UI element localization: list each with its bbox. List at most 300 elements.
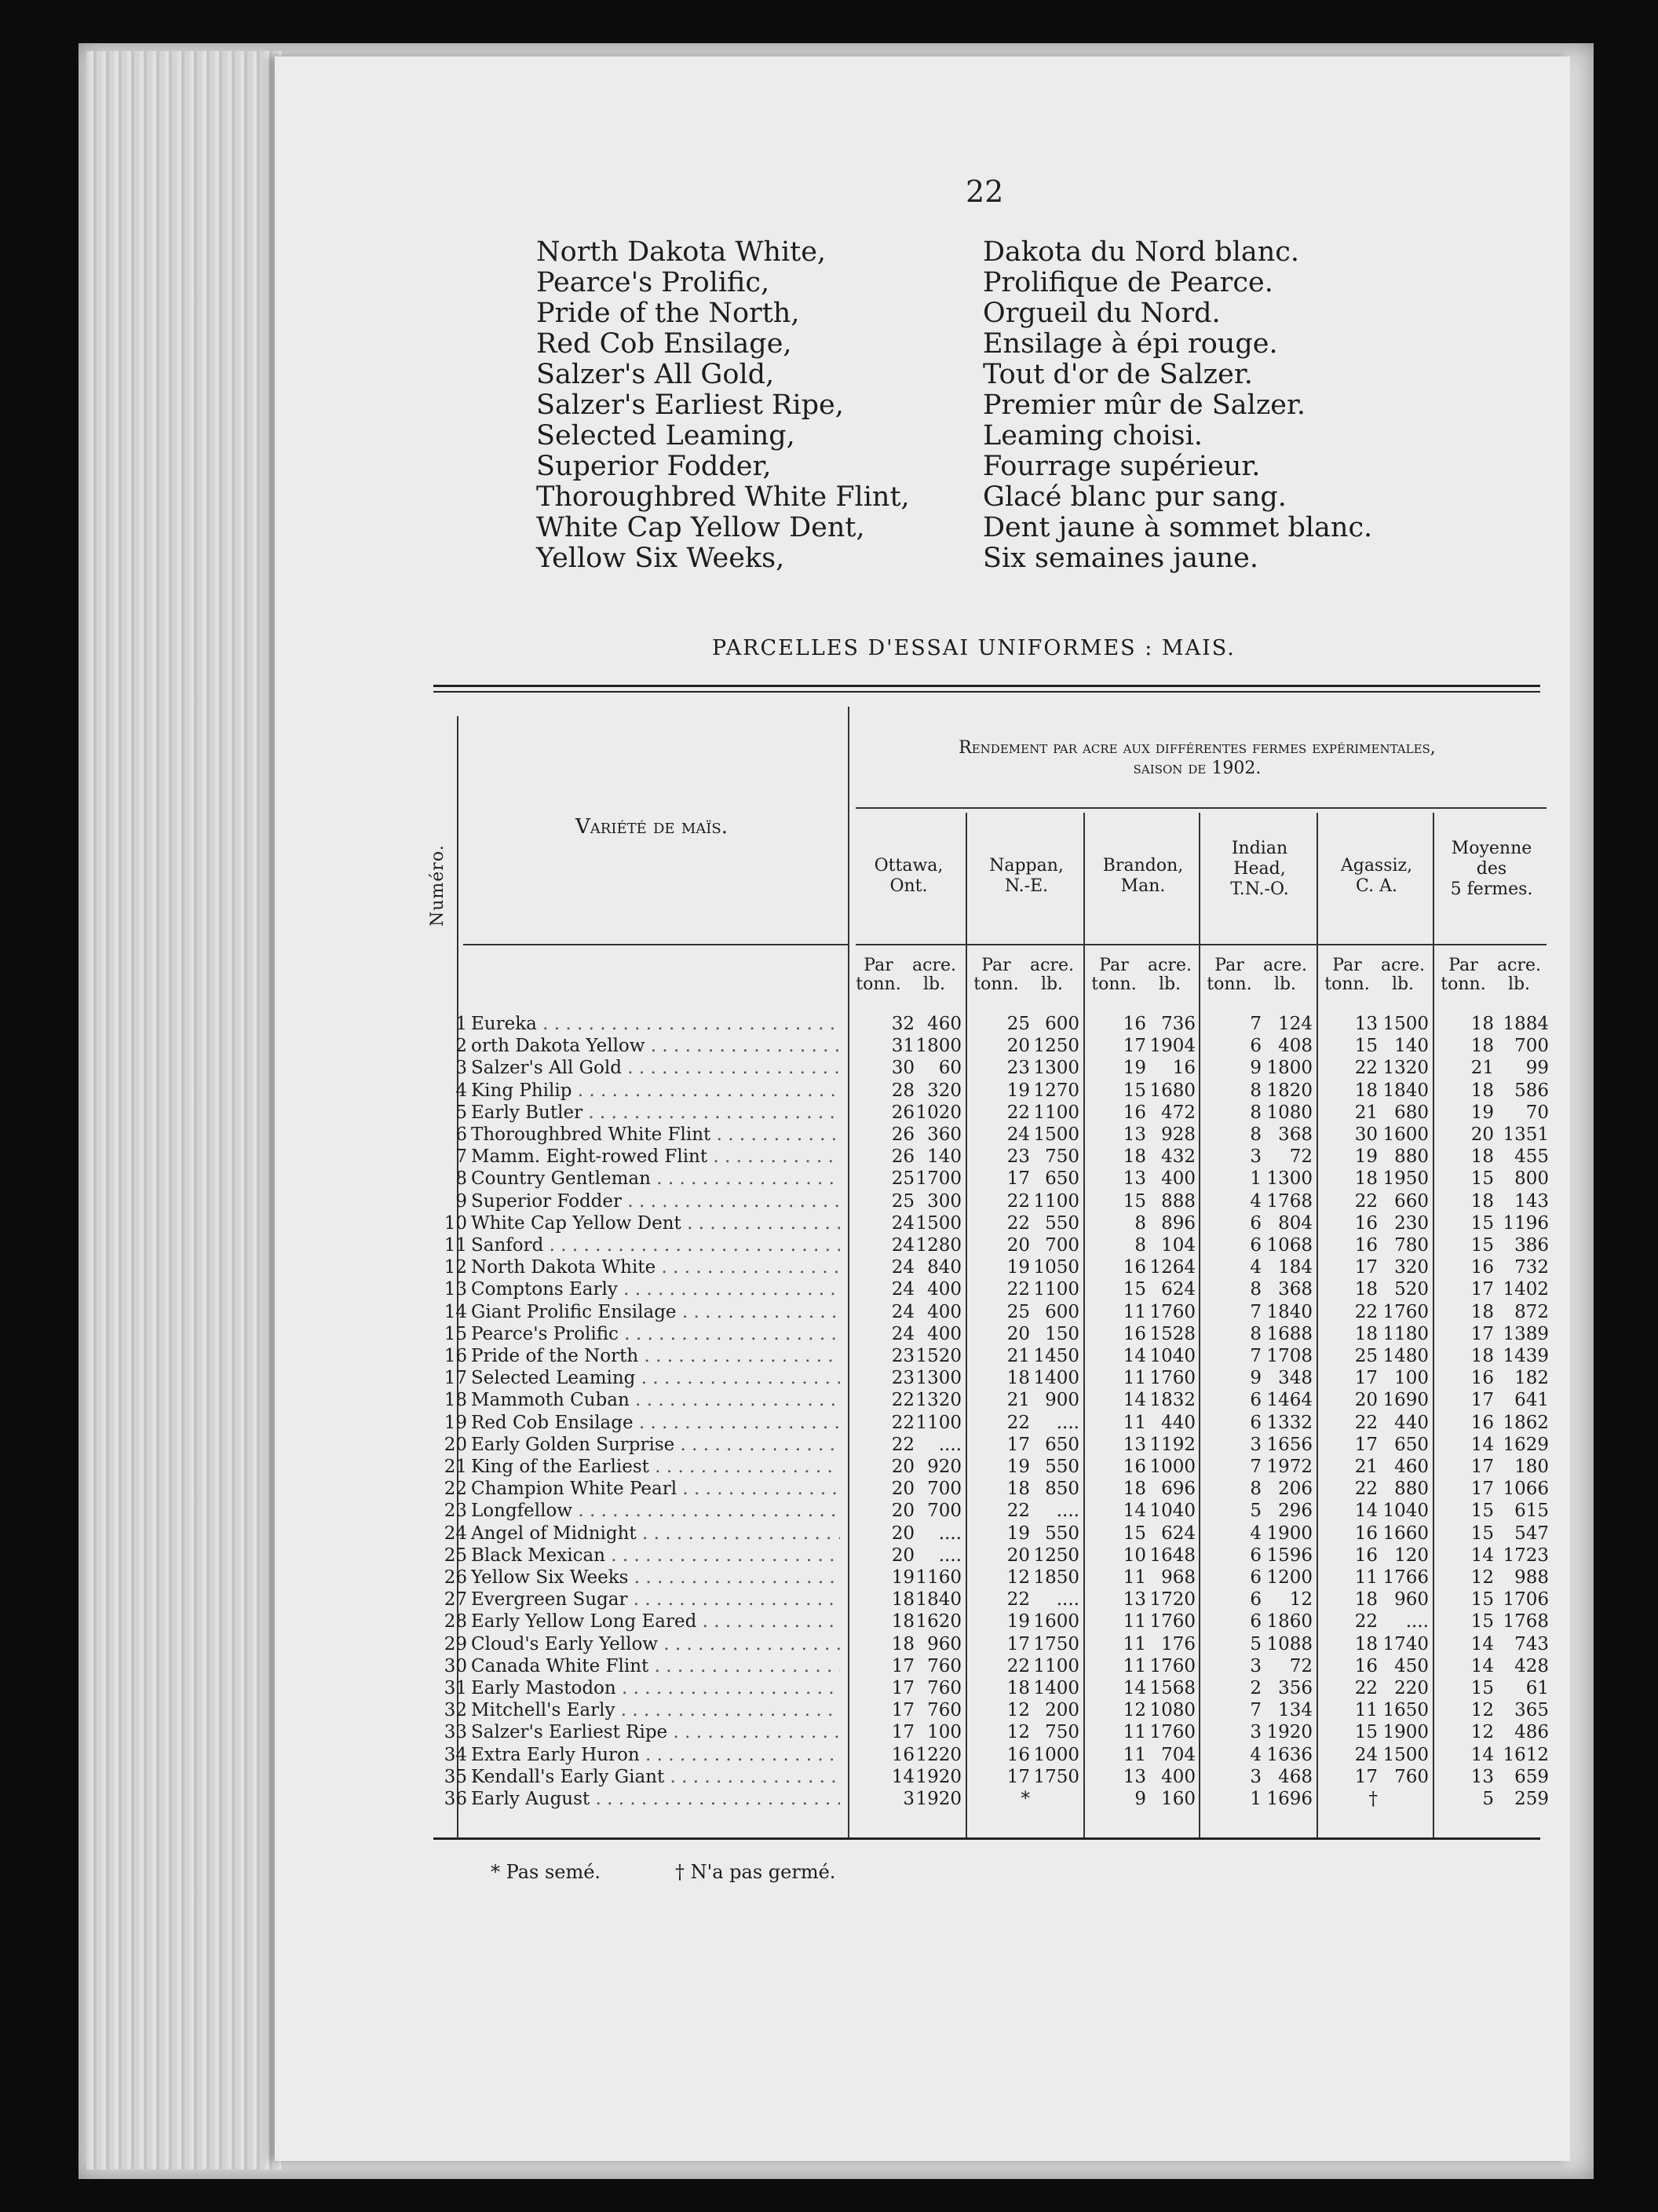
cell-pounds: 1160	[915, 1567, 962, 1588]
cell-pounds: 732	[1514, 1257, 1549, 1278]
row-number: 22	[444, 1479, 467, 1500]
table-row	[0, 1146, 1570, 1168]
cell-pounds: 1200	[1266, 1567, 1313, 1588]
english-variety-name: Pearce's Prolific,	[536, 267, 770, 298]
cell-tons: 24	[891, 1212, 915, 1234]
cell-pounds: 360	[927, 1124, 962, 1145]
row-number: 21	[444, 1457, 467, 1477]
footnote-not-germinated: † N'a pas germé.	[675, 1861, 836, 1883]
cell-pounds: 1920	[1266, 1722, 1313, 1743]
table-row	[0, 1345, 1570, 1367]
table-row	[0, 1256, 1570, 1278]
row-variety-name: Early Butler . . .	[471, 1102, 840, 1124]
table-row	[0, 1278, 1570, 1300]
row-number: 9	[455, 1190, 467, 1212]
cell-tons: 6	[1250, 1235, 1262, 1256]
cell-pounds: 840	[927, 1257, 962, 1278]
cell-tons: 16	[1123, 1102, 1146, 1123]
farm-header-line: Ottawa,	[874, 856, 944, 876]
cell-tons: 14	[1123, 1678, 1146, 1698]
cell-pounds: 1884	[1503, 1014, 1549, 1034]
table-row	[0, 1478, 1570, 1500]
subheader-pounds	[1259, 956, 1311, 994]
cell-tons: 22	[1006, 1589, 1030, 1611]
row-variety-name: orth Dakota Yellow . . .	[471, 1035, 840, 1057]
english-variety-name: Thoroughbred White Flint,	[536, 481, 910, 513]
table-row	[0, 1190, 1570, 1212]
cell-tons: 5	[1482, 1789, 1494, 1809]
cell-tons: 19	[1006, 1080, 1030, 1101]
cell-pounds: 760	[927, 1700, 962, 1721]
cell-pounds: 700	[1045, 1235, 1079, 1256]
cell-tons: 1	[1250, 1168, 1262, 1190]
cell-pounds: 1080	[1149, 1700, 1196, 1721]
cell-tons: 16	[1006, 1744, 1030, 1765]
cell-pounds: 100	[927, 1722, 962, 1743]
cell-tons: 17	[891, 1655, 915, 1676]
cell-tons: 22	[1006, 1279, 1030, 1300]
cell-tons: 17	[1470, 1390, 1494, 1411]
row-variety-name: Thoroughbred White Flint . . .	[471, 1124, 840, 1146]
cell-pounds: 400	[927, 1279, 962, 1300]
cell-tons: 4	[1250, 1523, 1262, 1544]
row-number: 4	[455, 1080, 467, 1101]
cell-pounds: 1636	[1266, 1744, 1313, 1765]
subheader-tons-line: Par	[981, 956, 1011, 975]
french-variety-name: Fourrage supérieur.	[983, 451, 1261, 482]
row-number: 27	[444, 1589, 467, 1611]
row-number: 11	[444, 1235, 467, 1256]
table-row	[0, 1766, 1570, 1788]
cell-pounds: 1500	[1382, 1014, 1429, 1034]
cell-tons: 24	[891, 1279, 915, 1300]
subheader-tons-line: tonn.	[973, 974, 1019, 994]
cell-tons: 14	[1123, 1501, 1146, 1522]
farm-header-line: Ont.	[889, 876, 928, 896]
row-number: 10	[444, 1212, 467, 1234]
cell-pounds: 1192	[1149, 1434, 1196, 1455]
row-variety-name: Salzer's All Gold . . .	[471, 1057, 840, 1079]
cell-tons: 23	[891, 1368, 915, 1389]
cell-tons: 8	[1250, 1279, 1262, 1300]
cell-pounds: 400	[1161, 1766, 1196, 1787]
cell-pounds: 920	[927, 1457, 962, 1477]
cell-pounds: 550	[1045, 1523, 1079, 1544]
english-variety-list	[536, 237, 910, 574]
cell-tons: 9	[1134, 1789, 1146, 1809]
table-row	[0, 1699, 1570, 1721]
cell-tons: *	[1021, 1789, 1030, 1809]
cell-tons: 15	[1123, 1523, 1146, 1544]
cell-tons: 8	[1250, 1102, 1262, 1123]
cell-tons: 24	[891, 1235, 915, 1256]
cell-tons: 22	[1354, 1190, 1378, 1212]
cell-pounds: 365	[1514, 1700, 1549, 1721]
cell-tons: 5	[1250, 1633, 1262, 1654]
row-variety-name: Early Yellow Long Eared . . .	[471, 1611, 840, 1632]
cell-tons: 18	[1354, 1080, 1378, 1101]
subheader-pounds-line: lb.	[1391, 974, 1415, 994]
subheader-pounds-line: lb.	[1040, 974, 1064, 994]
subheader-tons	[1324, 956, 1371, 994]
cell-tons: 24	[891, 1301, 915, 1322]
cell-tons: 19	[1123, 1058, 1146, 1079]
cell-tons: 25	[891, 1168, 915, 1190]
cell-tons: 20	[1006, 1323, 1030, 1344]
row-number: 14	[444, 1301, 467, 1322]
row-variety-name: Kendall's Early Giant . . .	[471, 1766, 840, 1788]
cell-tons: 19	[1006, 1457, 1030, 1477]
cell-pounds: 1920	[915, 1766, 962, 1787]
cell-tons: 22	[1354, 1479, 1378, 1500]
row-variety-name: Sanford . . .	[471, 1234, 840, 1256]
cell-pounds: 968	[1161, 1567, 1196, 1588]
cell-tons: 13	[1123, 1766, 1146, 1787]
cell-tons: 17	[1354, 1257, 1378, 1278]
cell-pounds: ....	[1056, 1589, 1079, 1611]
row-number: 30	[444, 1655, 467, 1676]
cell-pounds: 1080	[1266, 1102, 1313, 1123]
row-variety-name: Giant Prolific Ensilage . . .	[471, 1301, 840, 1323]
row-number: 24	[444, 1523, 467, 1544]
cell-pounds: 1300	[1266, 1168, 1313, 1190]
yield-header-divider	[856, 807, 1547, 809]
cell-tons: 18	[1470, 1346, 1494, 1366]
farm-header	[1320, 856, 1433, 897]
cell-tons: 16	[1123, 1457, 1146, 1477]
cell-tons: 18	[1354, 1168, 1378, 1190]
cell-tons: 13	[1123, 1434, 1146, 1455]
cell-tons: 19	[1006, 1257, 1030, 1278]
cell-tons: 19	[1470, 1102, 1494, 1123]
cell-pounds: 1680	[1149, 1080, 1196, 1101]
cell-pounds: 1720	[1149, 1589, 1196, 1611]
cell-pounds: 659	[1514, 1766, 1549, 1787]
subheader-pounds-line: lb.	[1158, 974, 1181, 994]
cell-pounds: 615	[1514, 1501, 1549, 1522]
cell-pounds: 1450	[1033, 1346, 1079, 1366]
cell-tons: 18	[1470, 1080, 1494, 1101]
cell-pounds: 680	[1394, 1102, 1429, 1123]
cell-pounds: 440	[1161, 1412, 1196, 1433]
cell-tons: 4	[1250, 1257, 1262, 1278]
english-variety-name: Superior Fodder,	[536, 451, 772, 482]
cell-tons: 17	[1123, 1036, 1146, 1057]
cell-pounds: 520	[1394, 1279, 1429, 1300]
cell-tons: 26	[891, 1102, 915, 1123]
cell-tons: 12	[1123, 1700, 1146, 1721]
french-variety-name: Tout d'or de Salzer.	[983, 359, 1253, 390]
cell-pounds: 1500	[1033, 1124, 1079, 1145]
cell-tons: 26	[891, 1146, 915, 1168]
cell-pounds: 1300	[915, 1368, 962, 1389]
cell-tons: 23	[1006, 1058, 1030, 1079]
cell-tons: 6	[1250, 1412, 1262, 1433]
cell-pounds: 320	[927, 1080, 962, 1101]
english-variety-name: White Cap Yellow Dent,	[536, 512, 865, 543]
cell-pounds: 1600	[1033, 1611, 1079, 1632]
cell-tons: 14	[1470, 1633, 1494, 1654]
cell-tons: 9	[1250, 1368, 1262, 1389]
cell-tons: 11	[1354, 1700, 1378, 1721]
cell-tons: 22	[891, 1412, 915, 1433]
english-variety-name: Pride of the North,	[536, 298, 800, 329]
cell-pounds: 896	[1161, 1212, 1196, 1234]
row-number: 5	[455, 1102, 467, 1123]
cell-pounds: 1900	[1266, 1523, 1313, 1544]
cell-tons: 15	[1470, 1611, 1494, 1632]
subheader-tons-line: Par	[1214, 956, 1244, 975]
cell-pounds: 1040	[1149, 1346, 1196, 1366]
subheader-pounds-line: lb.	[1273, 974, 1297, 994]
cell-pounds: 850	[1045, 1479, 1079, 1500]
cell-pounds: 988	[1514, 1567, 1549, 1588]
cell-pounds: 1840	[1266, 1301, 1313, 1322]
cell-pounds: 704	[1161, 1744, 1196, 1765]
cell-pounds: 1100	[1033, 1655, 1079, 1676]
row-number: 13	[444, 1279, 467, 1300]
cell-tons: 11	[1354, 1567, 1378, 1588]
cell-pounds: 1500	[915, 1212, 962, 1234]
subheader-tons-line: Par	[1332, 956, 1362, 975]
cell-tons: 16	[1123, 1257, 1146, 1278]
cell-pounds: 804	[1278, 1212, 1313, 1234]
cell-pounds: 1760	[1149, 1368, 1196, 1389]
cell-pounds: 176	[1161, 1633, 1196, 1654]
table-row	[0, 1080, 1570, 1102]
cell-pounds: 160	[1161, 1789, 1196, 1809]
cell-pounds: 650	[1045, 1434, 1079, 1455]
table-row	[0, 1389, 1570, 1411]
cell-pounds: 1066	[1503, 1479, 1549, 1500]
cell-pounds: 1389	[1503, 1323, 1549, 1344]
cell-pounds: 296	[1278, 1501, 1313, 1522]
french-variety-name: Ensilage à épi rouge.	[983, 328, 1278, 360]
cell-pounds: 1688	[1266, 1323, 1313, 1344]
subheader-tons-line: tonn.	[1091, 974, 1137, 994]
cell-pounds: ....	[938, 1434, 962, 1455]
cell-pounds: 600	[1045, 1014, 1079, 1034]
cell-pounds: 143	[1514, 1190, 1549, 1212]
yield-header-line2: saison de 1902.	[1133, 759, 1262, 778]
cell-tons: 22	[1354, 1058, 1378, 1079]
cell-tons: 22	[1354, 1678, 1378, 1698]
row-variety-name: Eureka . . .	[471, 1013, 840, 1035]
cell-pounds: 1900	[1382, 1722, 1429, 1743]
french-variety-name: Dakota du Nord blanc.	[983, 236, 1300, 268]
cell-tons: 7	[1250, 1346, 1262, 1366]
subheader-tons-line: Par	[1099, 956, 1129, 975]
cell-pounds: 150	[1045, 1323, 1079, 1344]
cell-pounds: 1708	[1266, 1346, 1313, 1366]
cell-tons: 8	[1134, 1235, 1146, 1256]
table-row	[0, 1323, 1570, 1345]
cell-tons: 18	[1123, 1479, 1146, 1500]
cell-tons: 18	[1354, 1633, 1378, 1654]
cell-pounds: 300	[927, 1190, 962, 1212]
cell-tons: 22	[1006, 1212, 1030, 1234]
row-number: 16	[444, 1346, 467, 1366]
cell-tons: 15	[1470, 1678, 1494, 1698]
cell-tons: 7	[1250, 1457, 1262, 1477]
cell-tons: 13	[1123, 1168, 1146, 1190]
cell-pounds: 460	[927, 1014, 962, 1034]
table-row	[0, 1412, 1570, 1434]
cell-pounds: 1760	[1149, 1722, 1196, 1743]
cell-tons: 17	[1470, 1457, 1494, 1477]
cell-tons: 17	[1006, 1168, 1030, 1190]
cell-tons: 15	[1470, 1501, 1494, 1522]
cell-pounds: 1920	[915, 1789, 962, 1809]
table-row	[0, 1301, 1570, 1323]
cell-tons: 22	[1006, 1190, 1030, 1212]
cell-tons: 17	[1006, 1766, 1030, 1787]
row-number: 6	[455, 1124, 467, 1145]
cell-tons: 8	[1134, 1212, 1146, 1234]
cell-tons: 14	[1123, 1346, 1146, 1366]
cell-pounds: 60	[938, 1058, 962, 1079]
cell-pounds: 550	[1045, 1457, 1079, 1477]
cell-tons: 20	[1354, 1390, 1378, 1411]
cell-pounds: 1332	[1266, 1412, 1313, 1433]
row-variety-name: North Dakota White . . .	[471, 1256, 840, 1278]
cell-tons: 11	[1123, 1611, 1146, 1632]
cell-pounds: 760	[927, 1678, 962, 1698]
cell-tons: 30	[891, 1058, 915, 1079]
cell-pounds: 1700	[915, 1168, 962, 1190]
cell-pounds: 1568	[1149, 1678, 1196, 1698]
cell-pounds: 1402	[1503, 1279, 1549, 1300]
cell-tons: 7	[1250, 1014, 1262, 1034]
cell-tons: 12	[1470, 1567, 1494, 1588]
cell-pounds: 700	[1514, 1036, 1549, 1057]
cell-tons: 17	[1006, 1633, 1030, 1654]
cell-pounds: 368	[1278, 1279, 1313, 1300]
row-number: 33	[444, 1722, 467, 1743]
cell-tons: 20	[1006, 1036, 1030, 1057]
cell-tons: 18	[1470, 1190, 1494, 1212]
row-number: 23	[444, 1501, 467, 1522]
cell-pounds: 960	[1394, 1589, 1429, 1611]
cell-pounds: 1220	[915, 1744, 962, 1765]
cell-pounds: 1723	[1503, 1545, 1549, 1566]
cell-pounds: 1400	[1033, 1678, 1079, 1698]
cell-tons: †	[1368, 1789, 1378, 1809]
row-number: 34	[444, 1744, 467, 1765]
cell-pounds: ....	[1405, 1611, 1429, 1632]
cell-pounds: 1500	[1382, 1744, 1429, 1765]
cell-tons: 15	[1354, 1036, 1378, 1057]
cell-tons: 6	[1250, 1567, 1262, 1588]
cell-tons: 15	[1470, 1589, 1494, 1611]
cell-pounds: 1040	[1382, 1501, 1429, 1522]
cell-pounds: 1904	[1149, 1036, 1196, 1057]
cell-tons: 11	[1123, 1301, 1146, 1322]
cell-tons: 20	[891, 1545, 915, 1566]
cell-pounds: ....	[1056, 1412, 1079, 1433]
cell-pounds: 400	[927, 1323, 962, 1344]
table-row	[0, 1744, 1570, 1766]
farm-header-line: Indian	[1231, 839, 1288, 858]
cell-pounds: 1850	[1033, 1567, 1079, 1588]
row-number: 7	[455, 1146, 467, 1168]
cell-tons: 11	[1123, 1567, 1146, 1588]
cell-tons: 6	[1250, 1390, 1262, 1411]
cell-tons: 20	[891, 1501, 915, 1522]
cell-tons: 22	[891, 1390, 915, 1411]
cell-pounds: 660	[1394, 1190, 1429, 1212]
cell-tons: 12	[1006, 1567, 1030, 1588]
cell-tons: 1	[1250, 1789, 1262, 1809]
cell-pounds: 1596	[1266, 1545, 1313, 1566]
cell-tons: 4	[1250, 1190, 1262, 1212]
cell-tons: 14	[1470, 1744, 1494, 1765]
subheader-tons	[855, 956, 902, 994]
table-top-rule-thin	[433, 691, 1540, 693]
cell-tons: 13	[1354, 1014, 1378, 1034]
cell-pounds: 888	[1161, 1190, 1196, 1212]
cell-pounds: 750	[1045, 1722, 1079, 1743]
cell-tons: 30	[1354, 1124, 1378, 1145]
row-variety-name: Comptons Early . . .	[471, 1278, 840, 1300]
cell-tons: 16	[1470, 1257, 1494, 1278]
cell-pounds: 624	[1161, 1279, 1196, 1300]
cell-tons: 26	[891, 1124, 915, 1145]
cell-pounds: 547	[1514, 1523, 1549, 1544]
cell-pounds: 600	[1045, 1301, 1079, 1322]
subheader-tons	[1440, 956, 1487, 994]
cell-tons: 18	[1470, 1301, 1494, 1322]
cell-pounds: ....	[938, 1523, 962, 1544]
row-number: 17	[444, 1368, 467, 1389]
row-variety-name: Extra Early Huron . . .	[471, 1744, 840, 1766]
subheader-pounds	[908, 956, 960, 994]
cell-pounds: 180	[1514, 1457, 1549, 1477]
cell-tons: 20	[891, 1479, 915, 1500]
variety-header-divider	[463, 944, 848, 945]
cell-tons: 11	[1123, 1368, 1146, 1389]
cell-pounds: 1768	[1503, 1611, 1549, 1632]
cell-tons: 18	[1470, 1036, 1494, 1057]
cell-tons: 18	[1006, 1368, 1030, 1389]
cell-pounds: 1020	[915, 1102, 962, 1123]
table-bottom-rule	[433, 1837, 1540, 1840]
cell-pounds: 1750	[1033, 1766, 1079, 1787]
subheader-pounds	[1144, 956, 1196, 994]
cell-tons: 24	[891, 1257, 915, 1278]
cell-tons: 16	[1470, 1368, 1494, 1389]
cell-pounds: 1740	[1382, 1633, 1429, 1654]
farm-header-divider	[856, 944, 1547, 945]
subheader-tons	[973, 956, 1020, 994]
farm-header-line: C. A.	[1356, 876, 1397, 896]
row-number: 1	[455, 1014, 467, 1034]
cell-tons: 24	[1354, 1744, 1378, 1765]
cell-pounds: 1650	[1382, 1700, 1429, 1721]
farm-header-line: Nappan,	[989, 856, 1064, 876]
subheader-pounds-line: acre.	[1381, 956, 1425, 975]
french-variety-name: Premier mûr de Salzer.	[983, 389, 1306, 421]
cell-pounds: 700	[927, 1501, 962, 1522]
farm-header-line: des	[1476, 859, 1507, 879]
cell-pounds: 12	[1289, 1589, 1313, 1611]
cell-pounds: 872	[1514, 1301, 1549, 1322]
cell-tons: 10	[1123, 1545, 1146, 1566]
cell-pounds: 1820	[1266, 1080, 1313, 1101]
table-row	[0, 1545, 1570, 1567]
cell-pounds: 700	[927, 1479, 962, 1500]
cell-tons: 3	[1250, 1655, 1262, 1676]
